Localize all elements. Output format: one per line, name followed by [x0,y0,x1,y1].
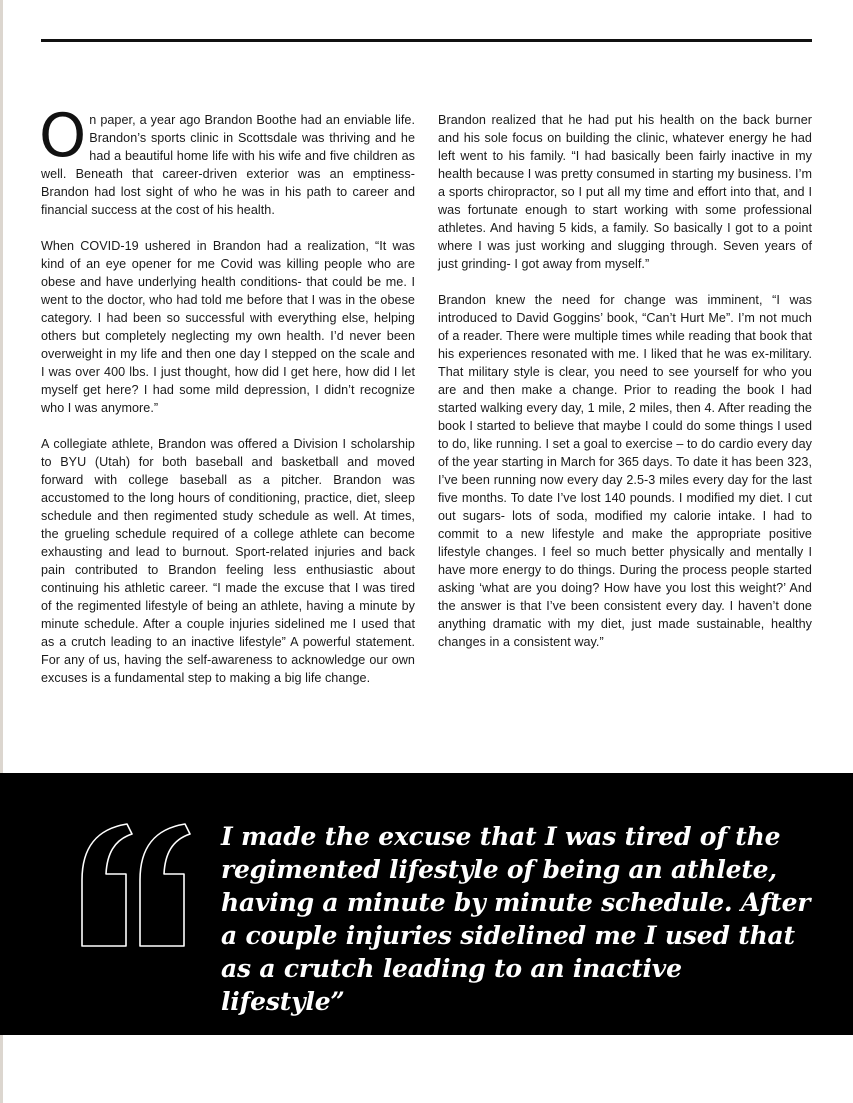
paragraph-covid: When COVID-19 ushered in Brandon had a realization, “It was kind of an eye opener for me Covid was killing people who are obese and have underlying health conditions- that could be me. I went to the doctor, who had told me before that I was in the obese category. I had been so successful with everything else, helping others but completely neglecting my own health. I’d never been overweight in my life and then one day I stepped on the scale and I was over 400 lbs. I just thought, how did I get here, how did I let myself get here? I had some mild depression, I didn’t recognize who I was anymore.” [41,239,415,415]
article-right-column [438,111,812,669]
paragraph-realized: Brandon realized that he had put his health on the back burner and his sole focus on building the clinic, whatever energy he had left went to his family. “I had basically been fairly inactive in my health because I was pretty consumed in starting my business. I’m a sports chiropractor, so I put all my time and effort into that, and I was fortunate enough to start working with some professional athletes. And having 5 kids, a family. So basically I got to a point where I was just working and slugging through. Seven years of just grinding- I got away from myself.” [438,113,812,271]
top-rule [41,39,812,42]
paragraph-change: Brandon knew the need for change was imminent, “I was introduced to David Goggins’ book, “Can’t Hurt Me”. I’m not much of a reader. There were multiple times while reading that book that his experiences resonated with me. I liked that he was ex-military. That military style is clear, you need to see yourself for who you are and then make a change. Prior to reading the book I had started walking every day, 1 mile, 2 miles, then 4. After reading the book I started to believe that maybe I could do some things I used to do, like running. I set a goal to exercise – to do cardio every day of the year starting in March for 365 days. To date it has been 323, I’ve been running now every day 2.5-3 miles every day for the last five months. To date I’ve lost 140 pounds. I modified my diet. I cut out sugars- lots of soda, modified my calorie intake. I had to commit to a new lifestyle and make the appropriate positive lifestyle changes. I feel so much better physically and mentally I have more energy to do things. During the process people started asking ‘what are you doing? How have you lost this weight?’ And the answer is that I’ve been consistent every day. I haven’t done anything dramatic with my diet, just made sustainable, healthy changes in a consistent way.” [438,293,812,649]
drop-cap: O [39,101,87,171]
paragraph-intro [39,101,415,219]
article-left-column [39,101,415,705]
pull-quote-text: I made the excuse that I was tired of the regimented lifestyle of being an athlete, having a minute by minute schedule. After a couple injuries sidelined me I used that as a crutch leading to an inactive lifestyle” [221,822,811,1016]
quote-mark-icon [80,822,192,948]
paragraph-collegiate: A collegiate athlete, Brandon was offered a Division I scholarship to BYU (Utah) for both baseball and basketball and moved forward with college baseball as a pitcher. Brandon was accustomed to the long hours of conditioning, practice, diet, sleep schedule and then regimented study schedule as well. At times, the grueling schedule required of a college athlete can become exhausting and lead to burnout. Sport-related injuries and back pain contributed to Brandon feeling less enthusiastic about continuing his athletic career. “I made the excuse that I was tired of the regimented lifestyle of being an athlete, having a minute by minute schedule. After a couple injuries sidelined me I used that as a crutch leading to an inactive lifestyle” A powerful statement. For any of us, having the self-awareness to acknowledge our own excuses is a fundamental step to making a big life change. [41,437,415,685]
paragraph-intro-text: n paper, a year ago Brandon Boothe had an enviable life. Brandon’s sports clinic in Scottsdale was thriving and he had a beautiful home life with his wife and five children as well. Beneath that career-driven exterior was an emptiness- Brandon had lost sight of who he was in his path to career and financial success at the cost of his health. [41,113,415,217]
